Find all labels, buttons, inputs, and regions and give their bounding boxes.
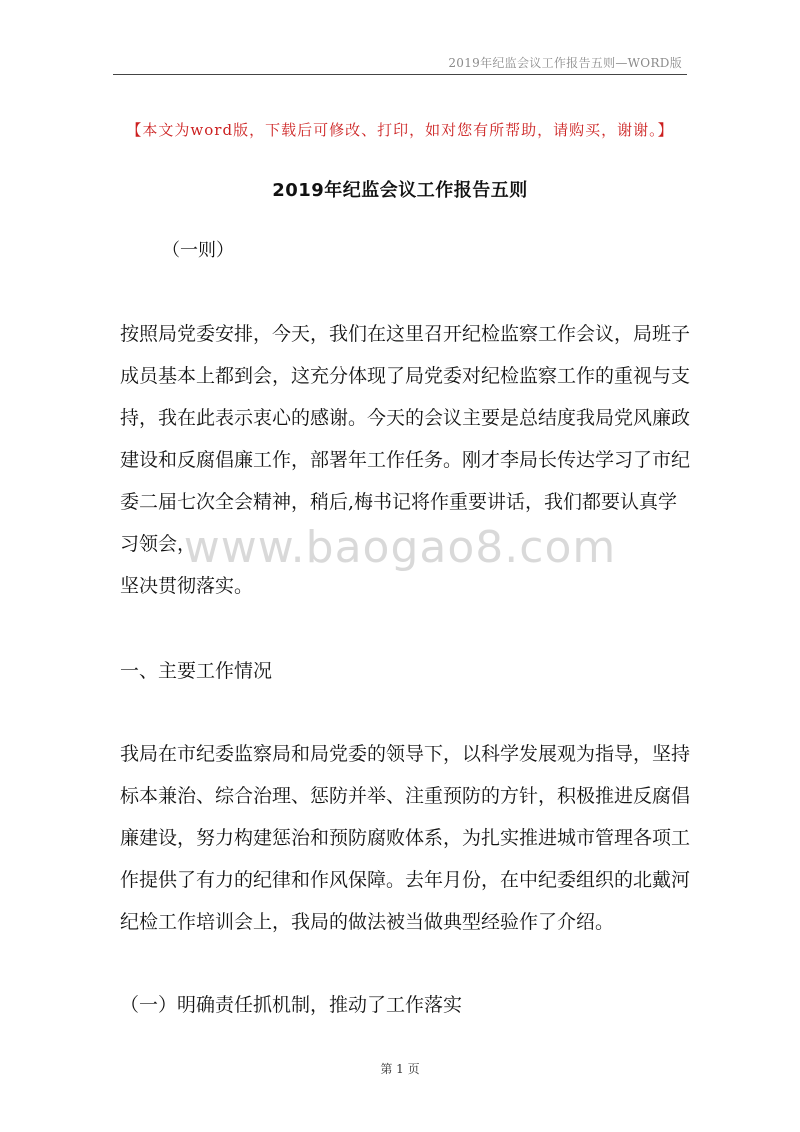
page-number: 第 1 页: [380, 1062, 420, 1076]
paragraph-line: 成员基本上都到会，这充分体现了局党委对纪检监察工作的重视与支: [120, 365, 691, 387]
section-label: （一则）: [162, 240, 234, 261]
paragraph-line: 作提供了有力的纪律和作风保障。去年月份，在中纪委组织的北戴河: [120, 869, 691, 891]
header-divider: [113, 74, 687, 75]
paragraph-intro: [120, 313, 691, 607]
paragraph-line: 按照局党委安排，今天，我们在这里召开纪检监察工作会议，局班子: [120, 323, 691, 345]
subsection-heading: （一）明确责任抓机制，推动了工作落实: [120, 994, 463, 1016]
paragraph-line: 纪检工作培训会上，我局的做法被当做典型经验作了介绍。: [120, 911, 615, 933]
watermark: www.baogao8.com: [183, 522, 617, 573]
section-heading: 一、主要工作情况: [120, 660, 273, 682]
running-header: 2019年纪监会议工作报告五则—WORD版: [448, 56, 682, 70]
paragraph-line: 持，我在此表示衷心的感谢。今天的会议主要是总结度我局党风廉政: [120, 407, 691, 429]
document-title: 2019年纪监会议工作报告五则: [272, 180, 528, 201]
paragraph-work-summary: [120, 733, 691, 943]
purchase-notice: 【本文为word版，下载后可修改、打印，如对您有所帮助，请购买，谢谢。】: [126, 121, 674, 139]
paragraph-line: 廉建设，努力构建惩治和预防腐败体系，为扎实推进城市管理各项工: [120, 827, 691, 849]
paragraph-line: 坚决贯彻落实。: [120, 575, 254, 597]
paragraph-line: 习领会，: [120, 533, 197, 555]
paragraph-line: 委二届七次全会精神，稍后,梅书记将作重要讲话，我们都要认真学: [120, 491, 678, 513]
paragraph-line: 建设和反腐倡廉工作，部署年工作任务。刚才李局长传达学习了市纪: [120, 449, 691, 471]
paragraph-line: 我局在市纪委监察局和局党委的领导下，以科学发展观为指导，坚持: [120, 743, 691, 765]
paragraph-line: 标本兼治、综合治理、惩防并举、注重预防的方针，积极推进反腐倡: [120, 785, 691, 807]
